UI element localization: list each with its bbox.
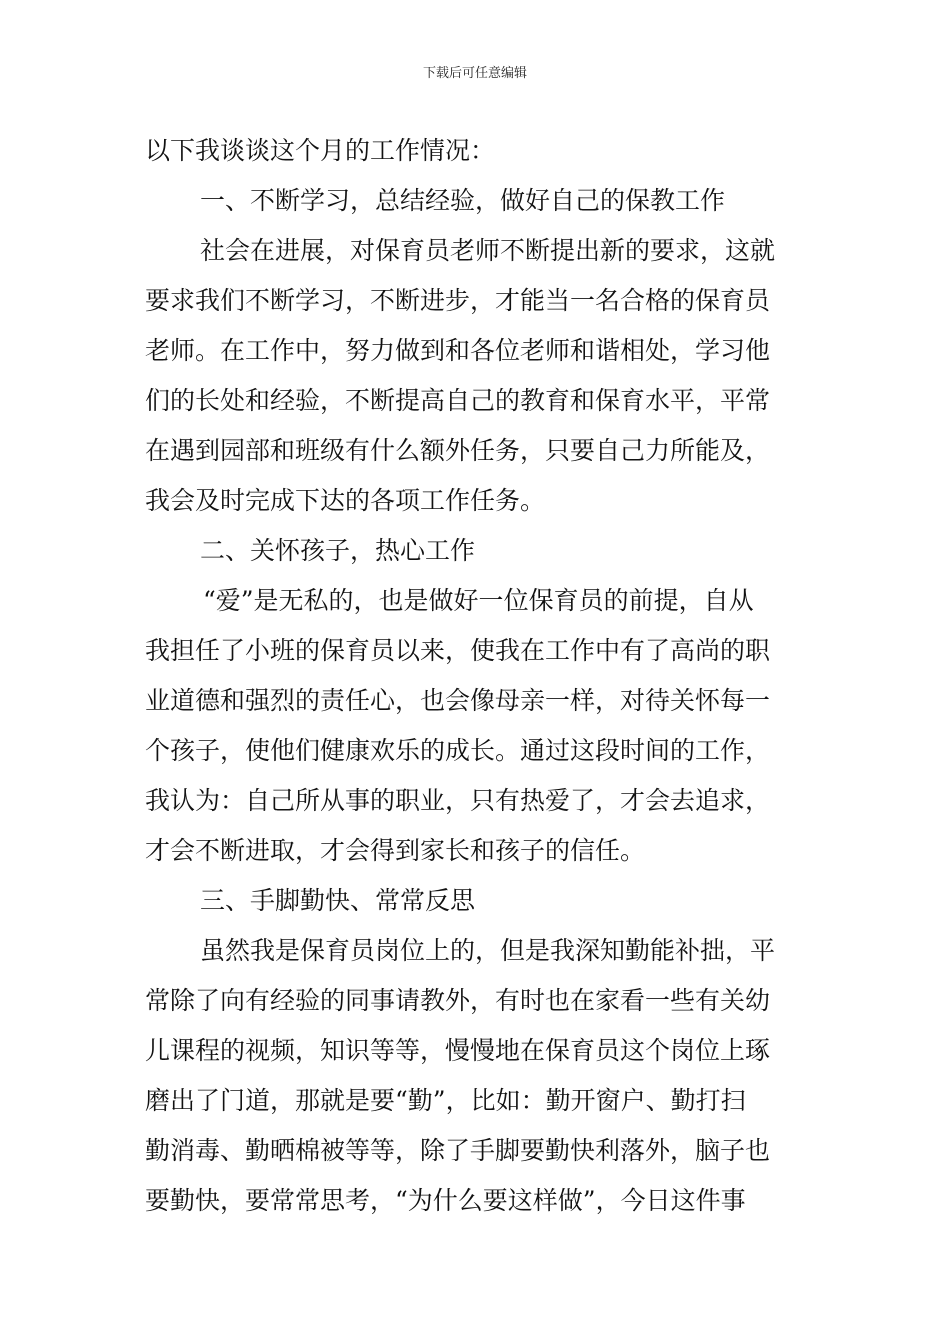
text-line: 老师。在工作中，努力做到和各位老师和谐相处，学习他 (145, 336, 771, 365)
text-line: 我担任了小班的保育员以来，使我在工作中有了高尚的职 (145, 636, 771, 665)
text-line: 我认为：自己所从事的职业，只有热爱了，才会去追求， (145, 786, 771, 815)
text-line: 儿课程的视频，知识等等，慢慢地在保育员这个岗位上琢 (145, 1036, 771, 1065)
section-heading: 二、关怀孩子，热心工作 (200, 536, 476, 565)
text-line: 们的长处和经验，不断提高自己的教育和保育水平，平常 (145, 386, 771, 415)
section-heading: 一、不断学习，总结经验，做好自己的保教工作 (200, 186, 726, 215)
page-header: 下载后可任意编辑 (422, 66, 527, 81)
text-line: 勤消毒、勤晒棉被等等，除了手脚要勤快利落外，脑子也 (145, 1136, 771, 1165)
text-line: 磨出了门道，那就是要“勤”，比如：勤开窗户、勤打扫 (145, 1086, 746, 1115)
text-line: “爱”是无私的，也是做好一位保育员的前提，自从 (203, 586, 754, 615)
text-line: 在遇到园部和班级有什么额外任务，只要自己力所能及， (145, 436, 771, 465)
text-line: 虽然我是保育员岗位上的，但是我深知勤能补拙，平 (200, 936, 776, 965)
text-line: 社会在进展，对保育员老师不断提出新的要求，这就 (200, 236, 776, 265)
document-body (145, 126, 820, 1226)
text-line: 业道德和强烈的责任心，也会像母亲一样，对待关怀每一 (145, 686, 771, 715)
text-line: 常除了向有经验的同事请教外，有时也在家看一些有关幼 (145, 986, 771, 1015)
section-heading: 三、手脚勤快、常常反思 (200, 886, 476, 915)
text-line: 要求我们不断学习，不断进步，才能当一名合格的保育员 (145, 286, 771, 315)
text-line: 我会及时完成下达的各项工作任务。 (145, 486, 546, 515)
text-line: 才会不断进取，才会得到家长和孩子的信任。 (145, 836, 646, 865)
text-line: 个孩子，使他们健康欢乐的成长。通过这段时间的工作， (145, 736, 771, 765)
text-line: 以下我谈谈这个月的工作情况： (145, 136, 496, 165)
text-line: 要勤快，要常常思考，“为什么要这样做”，今日这件事 (145, 1186, 746, 1215)
